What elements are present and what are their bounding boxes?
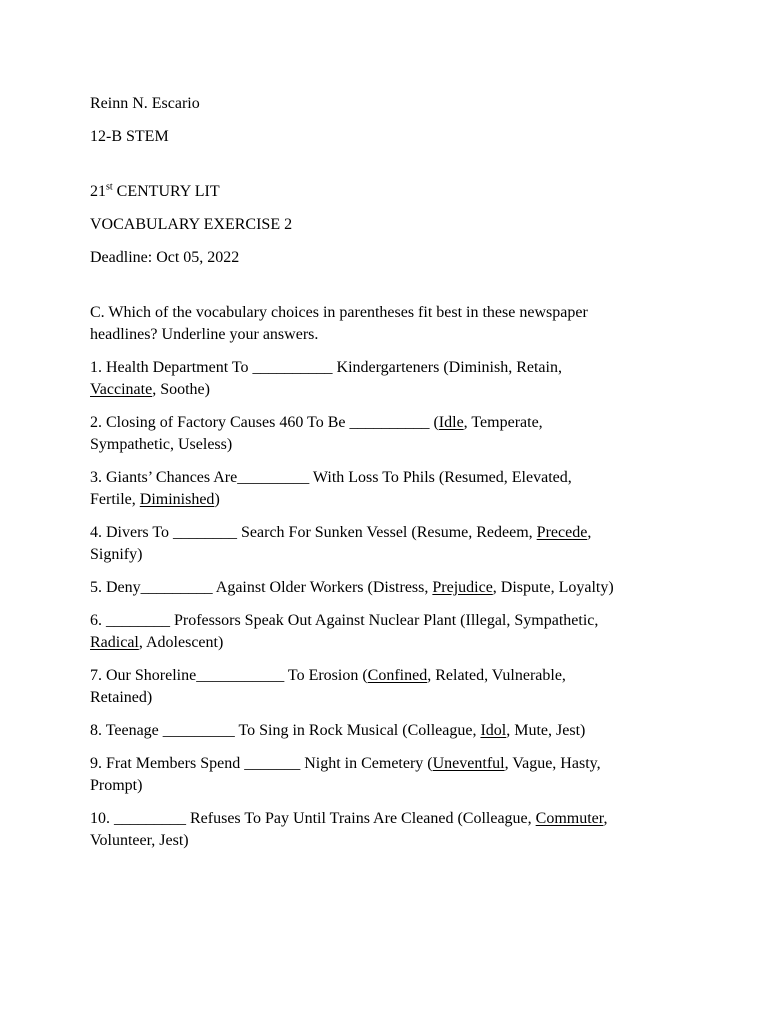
question-line-1 [90, 720, 690, 742]
question-item [90, 808, 690, 852]
exercise-title: VOCABULARY EXERCISE 2 [90, 216, 293, 233]
underlined-answer: Diminished [139, 491, 215, 508]
underlined-answer: Uneventful [432, 755, 505, 772]
question-text: Sympathetic, Useless) [90, 436, 233, 453]
question-line-1 [90, 467, 690, 489]
question-text: Fertile, [90, 491, 140, 508]
question-text: 10. _________ Refuses To Pay Until Trains Are Cleaned (Colleague, [90, 810, 536, 827]
course-title-prefix: 21 [90, 183, 106, 200]
question-text: 1. Health Department To __________ Kindergarteners (Diminish, Retain, [90, 359, 562, 376]
instructions-line-2: headlines? Underline your answers. [90, 326, 319, 343]
question-text: , Temperate, [463, 414, 543, 431]
underlined-answer: Prejudice [432, 579, 493, 596]
question-text: , Vague, Hasty, [504, 755, 601, 772]
question-text: Volunteer, Jest) [90, 832, 189, 849]
question-item [90, 412, 690, 456]
underlined-answer: Idle [438, 414, 464, 431]
question-text: , Soothe) [152, 381, 210, 398]
question-item [90, 357, 690, 401]
question-item [90, 665, 690, 709]
question-line-2 [90, 830, 690, 852]
question-text: Prompt) [90, 777, 143, 794]
underlined-answer: Idol [480, 722, 507, 739]
question-line-1 [90, 412, 690, 434]
question-item [90, 467, 690, 511]
question-text: 4. Divers To ________ Search For Sunken Vessel (Resume, Redeem, [90, 524, 537, 541]
question-line-1 [90, 665, 690, 687]
underlined-answer: Radical [90, 634, 139, 651]
question-text: 3. Giants’ Chances Are_________ With Loss To Phils (Resumed, Elevated, [90, 469, 572, 486]
student-name: Reinn N. Escario [90, 95, 200, 112]
question-line-2 [90, 379, 690, 401]
question-line-1 [90, 610, 690, 632]
question-line-2 [90, 632, 690, 654]
deadline: Deadline: Oct 05, 2022 [90, 249, 240, 266]
question-text: , [603, 810, 608, 827]
course-title-suffix: CENTURY LIT [112, 183, 220, 200]
question-text: 7. Our Shoreline___________ To Erosion ( [90, 667, 368, 684]
question-line-1 [90, 522, 690, 544]
question-text: , Dispute, Loyalty) [492, 579, 614, 596]
question-item [90, 610, 690, 654]
question-text: , Mute, Jest) [506, 722, 586, 739]
question-item [90, 522, 690, 566]
question-item [90, 577, 690, 599]
question-line-1 [90, 357, 690, 379]
question-line-1 [90, 753, 690, 775]
question-text: , Related, Vulnerable, [427, 667, 566, 684]
underlined-answer: Commuter [535, 810, 604, 827]
question-text: 9. Frat Members Spend _______ Night in Cemetery ( [90, 755, 433, 772]
underlined-answer: Confined [367, 667, 428, 684]
question-text: , [587, 524, 592, 541]
document-page [90, 93, 690, 863]
question-line-2 [90, 544, 690, 566]
underlined-answer: Vaccinate [90, 381, 153, 398]
question-line-1 [90, 577, 690, 599]
question-text: Retained) [90, 689, 153, 706]
question-text: ) [214, 491, 220, 508]
question-list [90, 357, 690, 852]
question-line-2 [90, 489, 690, 511]
underlined-answer: Precede [536, 524, 588, 541]
course-title [90, 181, 690, 203]
question-line-2 [90, 775, 690, 797]
question-item [90, 753, 690, 797]
question-text: 5. Deny_________ Against Older Workers (Distress, [90, 579, 433, 596]
question-item [90, 720, 690, 742]
question-line-2 [90, 434, 690, 456]
student-section: 12-B STEM [90, 128, 169, 145]
question-text: 2. Closing of Factory Causes 460 To Be __________ ( [90, 414, 439, 431]
question-text: , Adolescent) [138, 634, 224, 651]
question-text: 8. Teenage _________ To Sing in Rock Musical (Colleague, [90, 722, 481, 739]
question-line-1 [90, 808, 690, 830]
question-text: 6. ________ Professors Speak Out Against Nuclear Plant (Illegal, Sympathetic, [90, 612, 599, 629]
question-line-2 [90, 687, 690, 709]
instructions-line-1: C. Which of the vocabulary choices in parentheses fit best in these newspaper [90, 304, 588, 321]
course-title-superscript: st [106, 181, 113, 193]
question-text: Signify) [90, 546, 143, 563]
instructions [90, 302, 690, 346]
